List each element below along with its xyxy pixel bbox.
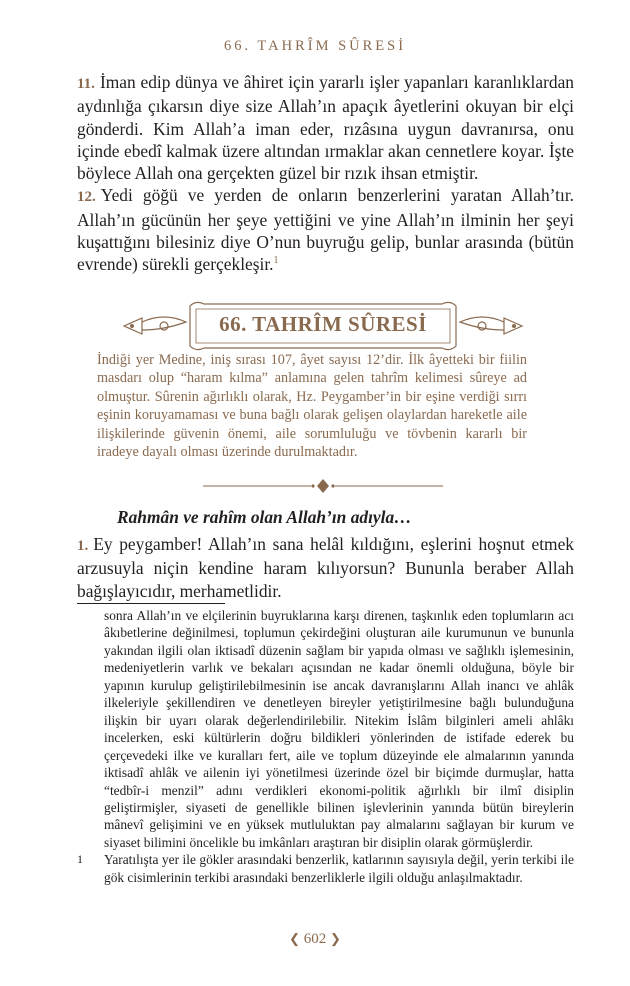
footnote-reference: 1: [273, 255, 279, 267]
ornament-divider: [203, 478, 443, 494]
verse: [77, 71, 574, 184]
verse: [77, 184, 574, 275]
footnote: [77, 851, 574, 886]
verse-text: Yedi göğü ve yerden de onların benzerlerini yaratan Allah’tır. Allah’ın gücünün her şeye yettiğini ve yine Allah’ın ilminin her şeyi kuşattığını bilesiniz diye O’nun buyruğu gelip, bunlar arasında (bütün evrende) sürekli gerçekleşir.: [77, 185, 574, 275]
verse-number: 11.: [77, 76, 95, 92]
verse: [77, 533, 574, 602]
footnote-text: Yaratılışta yer ile gökler arasındaki benzerlik, katlarının sayısıyla değil, yerin terkibi ile gök cisimlerinin terkibi arasındaki benzerliklerle ilgili olduğu anlaşılmaktadır.: [104, 852, 574, 885]
page-number-block: [0, 931, 630, 948]
page-ornament-left-icon: ❮: [289, 931, 300, 946]
surah-title: 66. TAHRÎM SÛRESİ: [219, 312, 427, 336]
page-number: 602: [303, 931, 327, 947]
footnote: [104, 607, 574, 851]
verse-text: İman edip dünya ve âhiret için yararlı işler yapanları karanlıklardan aydınlığa çıkarsın diye size Allah’ın apaçık âyetlerini okuyan bir elçi gönderdi. Kim Allah’a iman eder, rızâsına uygun davranırsa, onu içinde ebedî kalmak üzere altından ırmaklar akan cennetlere koyar. İşte böylece Allah ona gerçekten güzel bir rızık ihsan etmiştir.: [77, 72, 574, 184]
page-ornament-right-icon: ❯: [330, 931, 341, 946]
running-head: 66. TAHRÎM SÛRESİ: [223, 38, 407, 54]
surah-introduction: İndiği yer Medine, iniş sırası 107, âyet sayısı 12’dir. İlk âyetteki bir fiilin masdarı olup “haram kılma” anlamına gelen tahrîm kelimesi sûreye ad olmuştur. Sûrenin ağırlıklı olarak, Hz. Peygamber’in bir eşine verdiği sırrı eşinin koruyamaması ve buna bağlı olarak gelişen olaylardan hareketle aile ilişkilerinde güvenin önemi, aile sorumluluğu ve tövbenin kararlı bir iradeye dayalı olması üzerinde durulmaktadır.: [97, 352, 527, 461]
footnote-text: sonra Allah’ın ve elçilerinin buyruklarına karşı direnen, taşkınlık eden toplumların acı âkıbetlerine değinilmesi, toplumun çekirdeğini oluşturan aile kurumunun ve bununla yakından ilgili olan iktisadî düzenin sağlam bir yapıda olması ve sağlıklı işlemesinin, medeniyetlerin varlık ve bekaları açısından ne kadar önemli olduğuna, böyle bir yapının kurulup geliştirilebilmesinin ise ancak davranışlarını Allah inancı ve ahlâk ilkeleriyle şekillendiren ve denetleyen bireyler yetiştirilmesine bağlı bulunduğuna ilişkin bir uyarı olarak değerlendirilebilir. Nitekim İslâm bilginleri ameli ahlâkı incelerken, eski kültürlerin doğru bildikleri yönlerinden de istifade ederek bu çerçevedeki ilke ve kuralları fert, aile ve toplum düzeyinde ele almalarının yanında iktisadî ahlâk ve ailenin iyi yönetilmesi üzerinde özel bir biçimde durmuşlar, hatta “tedbîr-i menzil” adını verdikleri ekonomi-politik ağırlıklı bir ilmî disiplin geliştirmişler, siyaseti de genellikle bilinen işlevlerinin yanında bütün bireylerin mânevî gelişimini ve en yüksek mutluluktan pay almalarını sağlayan bir kurum ve siyaset bilimini öncelikle bu imkânları araştıran bir disiplin olarak görmüşlerdir.: [104, 608, 574, 850]
verse-number: 12.: [77, 189, 96, 206]
verse-text: Ey peygamber! Allah’ın sana helâl kıldığını, eşlerini hoşnut etmek arzusuyla niçin kendine haram kılıyorsun? Bununla beraber Allah bağışlayıcıdır, merhametlidir.: [77, 534, 574, 601]
footnotes: [77, 607, 574, 886]
verse-block-top: [77, 71, 574, 276]
verse-number: 1.: [77, 538, 89, 554]
verse-block-bottom: [77, 533, 574, 602]
footnote-marker: 1: [77, 852, 83, 867]
basmala: Rahmân ve rahîm olan Allah’ın adıyla…: [117, 507, 412, 527]
footnote-separator: [77, 603, 225, 604]
